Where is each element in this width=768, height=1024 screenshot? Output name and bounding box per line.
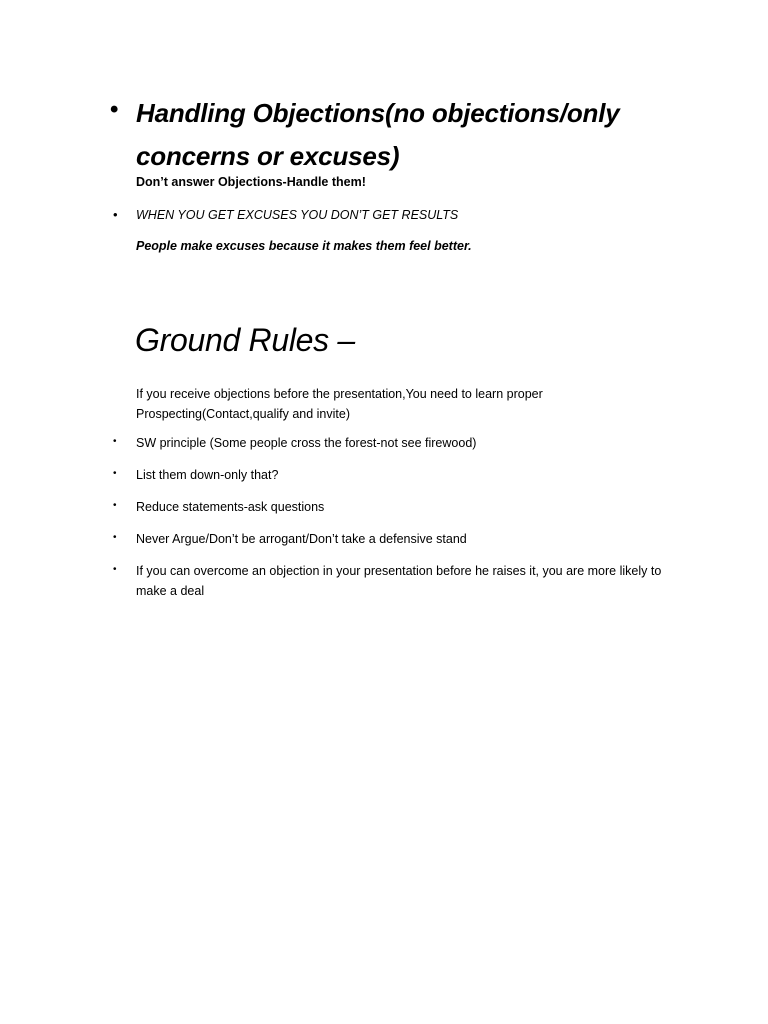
- list-bullet: •: [113, 500, 117, 511]
- ground-rules-heading: Ground Rules –: [135, 322, 355, 358]
- list-bullet: •: [113, 564, 117, 575]
- rule-text: SW principle (Some people cross the forest-not see firewood): [136, 436, 477, 450]
- list-bullet: •: [113, 468, 117, 479]
- list-bullet: •: [113, 532, 117, 543]
- heading-bullet: •: [110, 96, 119, 123]
- subtitle-text: Don’t answer Objections-Handle them!: [136, 175, 366, 189]
- list-bullet: •: [113, 436, 117, 447]
- rule-text: If you can overcome an objection in your presentation before he raises it, you are more likely to make a deal: [136, 564, 662, 598]
- section-heading: Handling Objections(no objections/only concerns or excuses): [136, 98, 620, 171]
- rule-text: List them down-only that?: [136, 468, 279, 482]
- rule-text: Reduce statements-ask questions: [136, 500, 325, 514]
- ground-rules-intro: If you receive objections before the presentation,You need to learn proper Prospecting(Contact,qualify and invite): [136, 387, 543, 421]
- emphasis-statement: People make excuses because it makes them feel better.: [136, 239, 472, 253]
- caps-statement: WHEN YOU GET EXCUSES YOU DON’T GET RESULTS: [136, 208, 459, 222]
- list-bullet: •: [113, 207, 118, 222]
- rule-text: Never Argue/Don’t be arrogant/Don’t take a defensive stand: [136, 532, 467, 546]
